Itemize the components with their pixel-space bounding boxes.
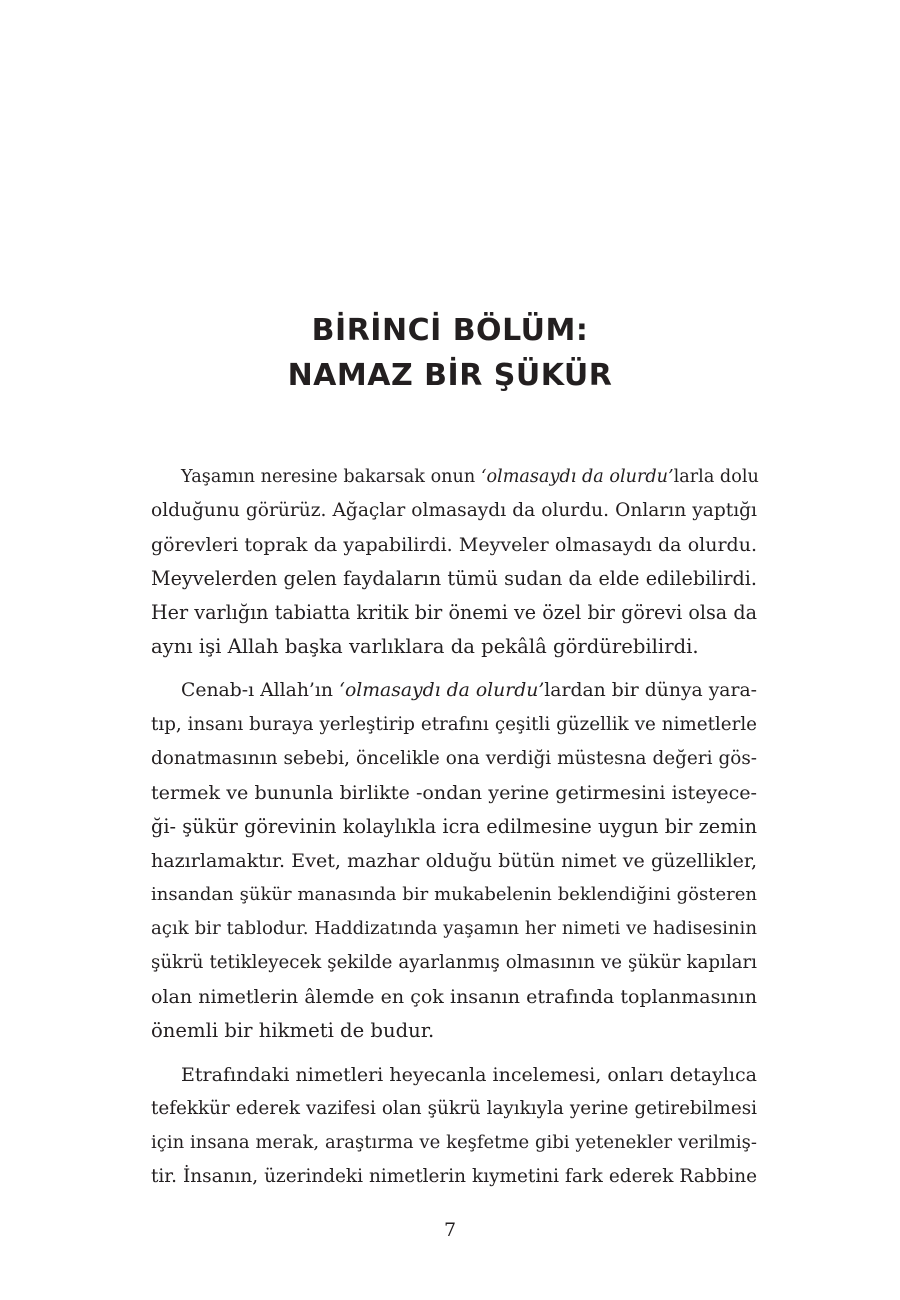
- text-line: Meyvelerden gelen faydaların tümü sudan da elde edilebilirdi.: [151, 567, 757, 590]
- page-number: 7: [443, 1219, 457, 1241]
- text-line: hazırlamaktır. Evet, mazhar olduğu bütün nimet ve güzellikler,: [151, 850, 757, 872]
- chapter-heading-line-1: BİRİNCİ BÖLÜM:: [311, 313, 589, 348]
- paragraph-3: [151, 1058, 757, 1194]
- text-line: Cenab-ı Allah’ın ‘olmasaydı da olurdu’lardan bir dünya yara-: [181, 680, 757, 701]
- text-line: aynı işi Allah başka varlıklara da pekâlâ gördürebilirdi.: [151, 635, 699, 658]
- text-line: tefekkür ederek vazifesi olan şükrü layıkıyla yerine getirebilmesi: [151, 1098, 757, 1119]
- chapter-heading-line-2: NAMAZ BİR ŞÜKÜR: [287, 358, 613, 393]
- text-line: önemli bir hikmeti de budur.: [151, 1019, 435, 1042]
- italic-phrase: ‘olmasaydı da olurdu’: [480, 467, 674, 487]
- text-line: Yaşamın neresine bakarsak onun ‘olmasaydı da olurdu’larla dolu: [181, 467, 759, 487]
- text-line: ği- şükür görevinin kolaylıkla icra edilmesine uygun bir zemin: [151, 815, 757, 838]
- paragraph-1: [151, 460, 757, 664]
- italic-phrase: ‘olmasaydı da olurdu’: [338, 680, 545, 701]
- chapter-heading: [0, 308, 900, 398]
- body-text: [151, 460, 757, 1204]
- text-line: şükrü tetikleyecek şekilde ayarlanmış olmasının ve şükür kapıları: [151, 952, 757, 973]
- text-line: olan nimetlerin âlemde en çok insanın etrafında toplanmasının: [151, 986, 757, 1008]
- text-line: Her varlığın tabiatta kritik bir önemi ve özel bir görevi olsa da: [151, 601, 757, 624]
- text-line: görevleri toprak da yapabilirdi. Meyveler olmasaydı da olurdu.: [151, 534, 757, 556]
- text-line: olduğunu görürüz. Ağaçlar olmasaydı da olurdu. Onların yaptığı: [151, 500, 757, 521]
- text-line: için insana merak, araştırma ve keşfetme gibi yetenekler verilmiş-: [151, 1132, 757, 1153]
- text-line: termek ve bununla birlikte -ondan yerine getirmesini isteyece-: [151, 782, 757, 804]
- text-line: Etrafındaki nimetleri heyecanla incelemesi, onları detaylıca: [181, 1064, 757, 1086]
- text-line: donatmasının sebebi, öncelikle ona verdiği müstesna değeri gös-: [151, 748, 757, 769]
- text-line: insandan şükür manasında bir mukabelenin beklendiğini gösteren: [151, 884, 757, 905]
- paragraph-2: [151, 674, 757, 1048]
- text-line: açık bir tablodur. Haddizatında yaşamın her nimeti ve hadisesinin: [151, 918, 757, 939]
- text-line: tir. İnsanın, üzerindeki nimetlerin kıymetini fark ederek Rabbine: [151, 1166, 757, 1187]
- text-line: tıp, insanı buraya yerleştirip etrafını çeşitli güzellik ve nimetlerle: [151, 714, 757, 735]
